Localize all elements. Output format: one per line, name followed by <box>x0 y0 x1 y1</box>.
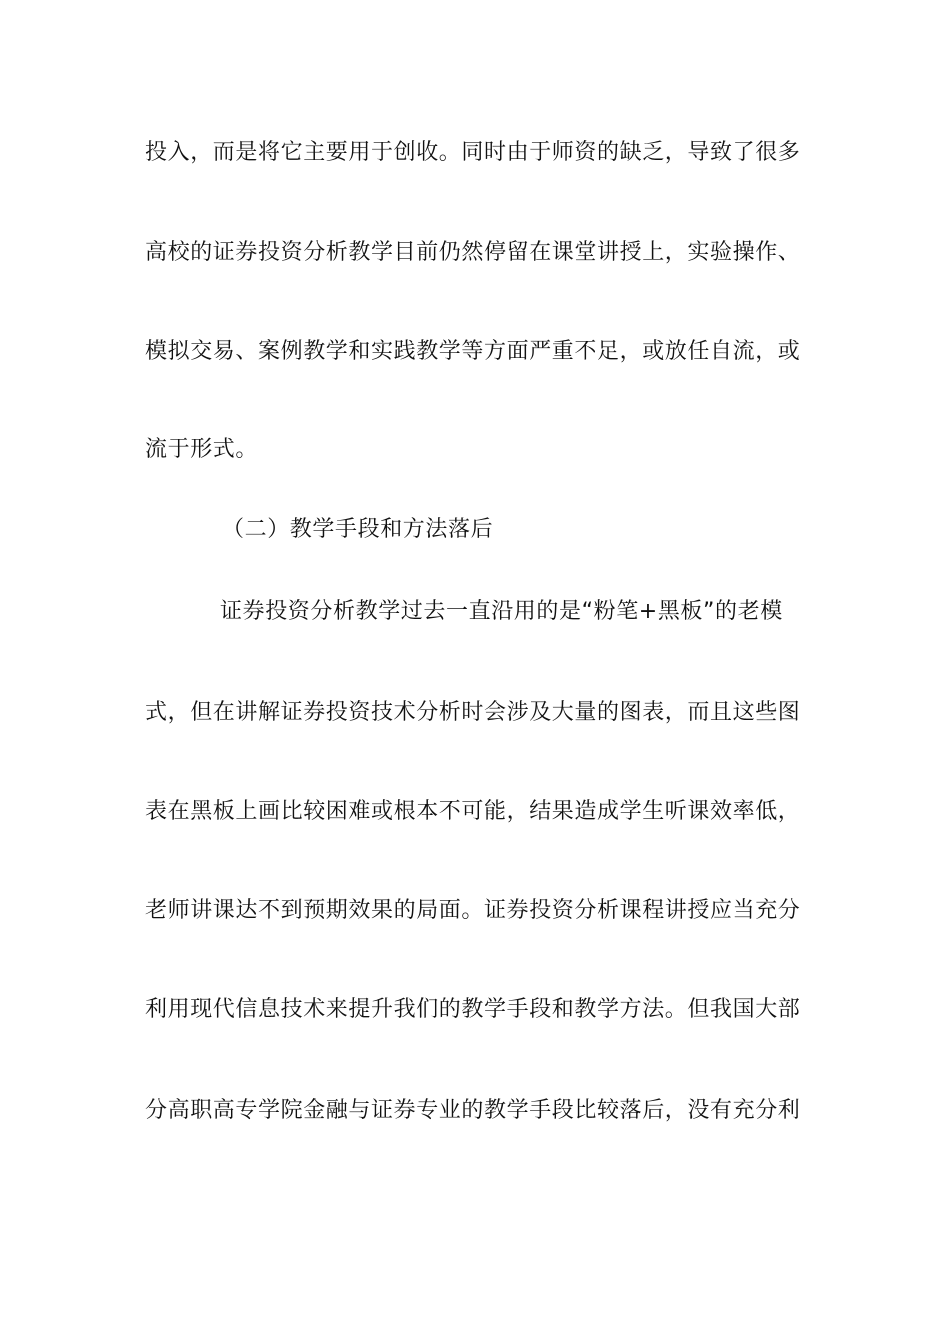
text-line: 分高职高专学院金融与证券专业的教学手段比较落后，没有充分利 <box>145 1098 801 1123</box>
text-line: 利用现代信息技术来提升我们的教学手段和教学方法。但我国大部 <box>145 997 801 1022</box>
section-heading: （二）教学手段和方法落后 <box>222 517 494 542</box>
text-line: 老师讲课达不到预期效果的局面。证券投资分析课程讲授应当充分 <box>145 898 801 923</box>
text-line: 式，但在讲解证券投资技术分析时会涉及大量的图表，而且这些图 <box>145 700 801 725</box>
text-line: 流于形式。 <box>145 437 259 462</box>
text-line: 投入，而是将它主要用于创收。同时由于师资的缺乏，导致了很多 <box>145 140 801 165</box>
text-line: 高校的证券投资分析教学目前仍然停留在课堂讲授上，实验操作、 <box>145 240 801 265</box>
text-line: 模拟交易、案例教学和实践教学等方面严重不足，或放任自流，或 <box>145 339 801 364</box>
text-line: 表在黑板上画比较困难或根本不可能，结果造成学生听课效率低， <box>145 799 801 824</box>
paragraph-first-line: 证券投资分析教学过去一直沿用的是“粉笔+黑板”的老模 <box>220 599 783 624</box>
